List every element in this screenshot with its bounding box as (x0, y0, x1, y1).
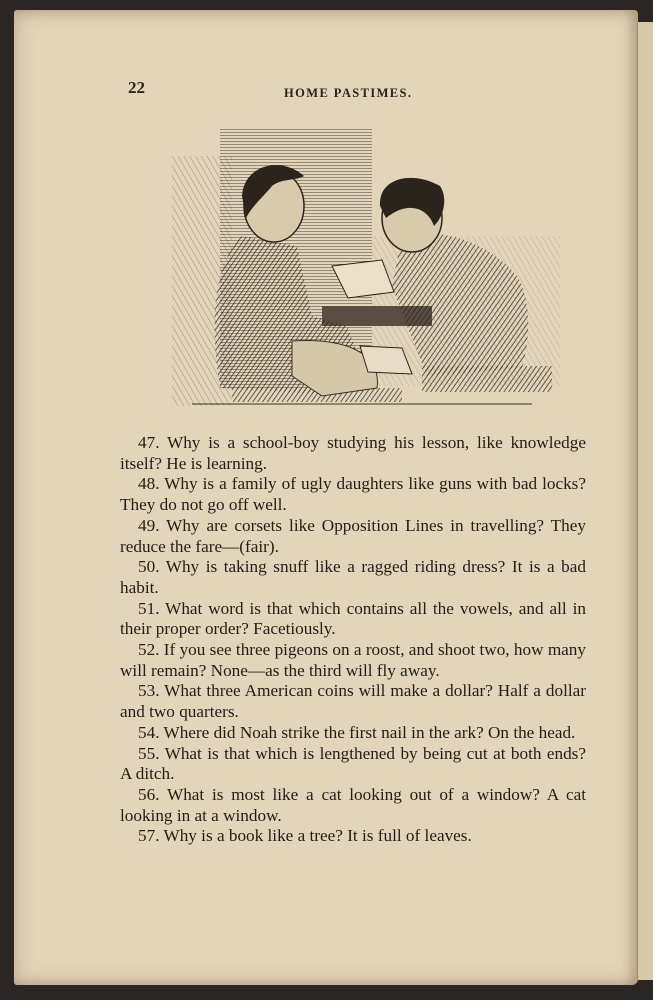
riddle-49: 49. Why are corsets like Opposition Lines in travelling? They reduce the fare—(fair). (120, 515, 586, 556)
riddle-55: 55. What is that which is lengthened by being cut at both ends? A ditch. (120, 743, 586, 784)
riddle-48: 48. Why is a family of ugly daughters like guns with bad locks? They do not go off well. (120, 474, 586, 515)
riddle-52: 52. If you see three pigeons on a roost, and shoot two, how many will remain? None—as the third will fly away. (120, 640, 586, 680)
two-boys-studying-engraving (172, 126, 560, 414)
riddle-47: 47. Why is a school-boy studying his lesson, like knowledge itself? He is learning. (120, 433, 586, 473)
page-number: 22 (128, 78, 145, 97)
next-page-edge (637, 22, 653, 980)
riddle-57: 57. Why is a book like a tree? It is full of leaves. (138, 826, 472, 846)
riddle-51: 51. What word is that which contains all the vowels, and all in their proper order? Facetiously. (120, 598, 586, 639)
riddle-list (120, 433, 586, 847)
riddle-54: 54. Where did Noah strike the first nail in the ark? On the head. (138, 722, 576, 742)
page-header (0, 78, 653, 102)
riddle-50: 50. Why is taking snuff like a ragged riding dress? It is a bad habit. (120, 557, 586, 597)
running-head: HOME PASTIMES. (284, 86, 413, 100)
riddle-56: 56. What is most like a cat looking out of a window? A cat looking in at a window. (120, 784, 586, 825)
riddle-53: 53. What three American coins will make a dollar? Half a dollar and two quarters. (120, 681, 586, 722)
